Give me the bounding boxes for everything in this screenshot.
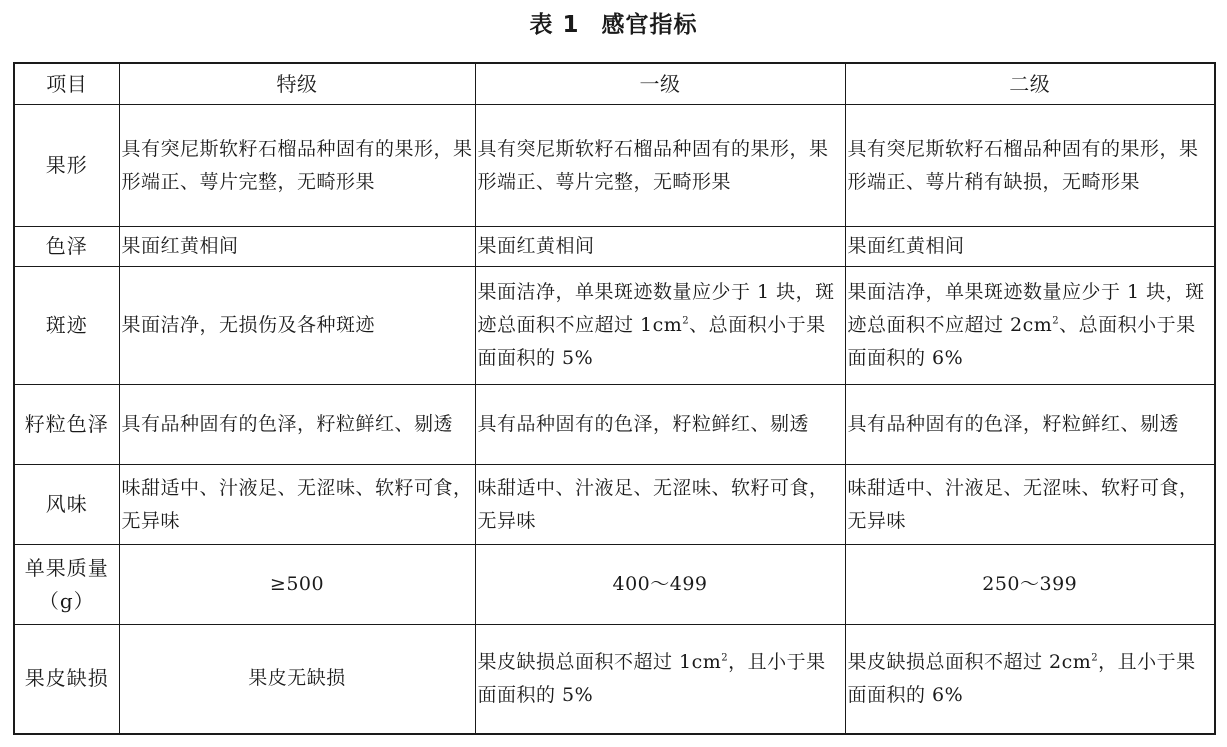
table-number: 表 1: [529, 12, 580, 38]
cell-text: 果皮缺损总面积不超过 2cm: [847, 650, 1092, 673]
row-label: 风味: [14, 465, 119, 545]
header-cell: 项目: [14, 63, 119, 105]
table-row: [14, 227, 1215, 267]
table-cell: [475, 625, 845, 734]
superscript: 2: [1052, 315, 1060, 327]
table-caption: 感官指标: [601, 12, 698, 38]
table-cell: 味甜适中、汁液足、无涩味、软籽可食，无异味: [475, 465, 845, 545]
table-cell: 具有突尼斯软籽石榴品种固有的果形，果形端正、萼片完整，无畸形果: [475, 105, 845, 227]
table-cell: 具有品种固有的色泽，籽粒鲜红、剔透: [475, 385, 845, 465]
superscript: 2: [1091, 652, 1099, 664]
table-cell: [475, 267, 845, 385]
table-title: [0, 6, 1227, 39]
table-cell: 具有品种固有的色泽，籽粒鲜红、剔透: [845, 385, 1215, 465]
table-cell: 果皮无缺损: [119, 625, 475, 734]
cell-text: 、总面积小于果面面积的 5%: [477, 314, 826, 369]
table-cell: 250～399: [845, 545, 1215, 625]
header-cell: 一级: [475, 63, 845, 105]
row-label: 斑迹: [14, 267, 119, 385]
cell-text: 果面洁净，单果斑迹数量应少于 1 块，斑迹总面积不应超过 2cm: [847, 281, 1205, 336]
header-cell: 特级: [119, 63, 475, 105]
cell-text: 、总面积小于果面面积的 6%: [847, 314, 1196, 369]
cell-text: 果皮缺损总面积不超过 1cm: [477, 650, 722, 673]
table-cell: 具有突尼斯软籽石榴品种固有的果形，果形端正、萼片稍有缺损，无畸形果: [845, 105, 1215, 227]
table-row: [14, 385, 1215, 465]
table-cell: [845, 625, 1215, 734]
header-cell: 二级: [845, 63, 1215, 105]
table-cell: 味甜适中、汁液足、无涩味、软籽可食，无异味: [845, 465, 1215, 545]
table-header-row: [14, 63, 1215, 105]
table-cell: 味甜适中、汁液足、无涩味、软籽可食，无异味: [119, 465, 475, 545]
row-label: 单果质量（g）: [14, 545, 119, 625]
table-cell: 果面红黄相间: [119, 227, 475, 267]
row-label: 果皮缺损: [14, 625, 119, 734]
cell-text: ，且小于果面面积的 6%: [847, 650, 1196, 706]
table-cell: 果面红黄相间: [845, 227, 1215, 267]
superscript: 2: [682, 315, 690, 327]
cell-text: ，且小于果面面积的 5%: [477, 650, 826, 706]
table-cell: 具有突尼斯软籽石榴品种固有的果形，果形端正、萼片完整，无畸形果: [119, 105, 475, 227]
row-label: 果形: [14, 105, 119, 227]
table-row: [14, 625, 1215, 734]
table-cell: 具有品种固有的色泽，籽粒鲜红、剔透: [119, 385, 475, 465]
table-row: [14, 465, 1215, 545]
table-row: [14, 545, 1215, 625]
table-cell: [845, 267, 1215, 385]
table-row: [14, 105, 1215, 227]
table-row: [14, 267, 1215, 385]
row-label: 色泽: [14, 227, 119, 267]
table-cell: 400～499: [475, 545, 845, 625]
superscript: 2: [721, 652, 729, 664]
sensory-index-table: [13, 62, 1216, 735]
row-label: 籽粒色泽: [14, 385, 119, 465]
table-cell: 果面洁净，无损伤及各种斑迹: [119, 267, 475, 385]
cell-text: 果面洁净，单果斑迹数量应少于 1 块，斑迹总面积不应超过 1cm: [477, 281, 835, 336]
table-cell: ≥500: [119, 545, 475, 625]
table-cell: 果面红黄相间: [475, 227, 845, 267]
